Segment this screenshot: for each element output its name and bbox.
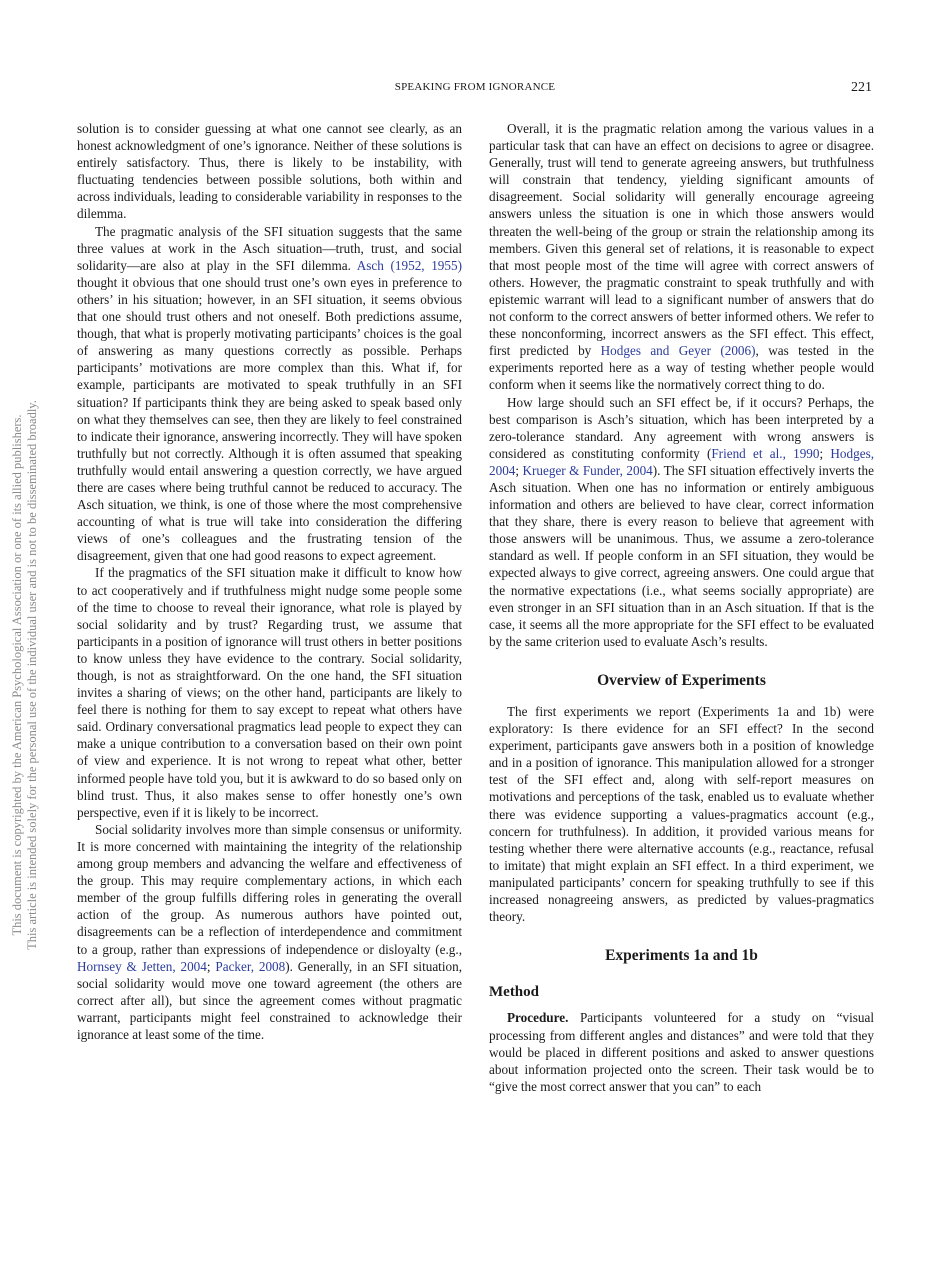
citation-link[interactable]: Hornsey & Jetten, 2004 bbox=[77, 958, 207, 974]
paragraph bbox=[77, 223, 462, 565]
right-column bbox=[489, 120, 874, 1095]
paragraph bbox=[489, 1009, 874, 1094]
paragraph bbox=[77, 821, 462, 1043]
section-heading: Overview of Experiments bbox=[597, 671, 766, 689]
citation-link[interactable]: Asch (1952, 1955) bbox=[356, 257, 462, 273]
run-in-heading: Procedure. bbox=[507, 1010, 569, 1026]
citation-link[interactable]: Hodges and Geyer (2006) bbox=[600, 343, 756, 359]
paragraph-text: ). Generally, in an SFI situation, social solidarity would move one toward agreement (the others are correct after all), but since the agreement comes without pragmatic warrant, participants might feel constrained to acknowledge their ignorance at least some of the time. bbox=[77, 958, 462, 1042]
citation-link[interactable]: Krueger & Funder, 2004 bbox=[522, 462, 653, 478]
citation-separator: ; bbox=[515, 462, 523, 478]
page-number: 221 bbox=[851, 80, 872, 95]
copyright-line-2: This article is intended solely for the personal use of the individual user and is not to be disseminated broadly. bbox=[25, 400, 39, 950]
section-heading: Experiments 1a and 1b bbox=[605, 947, 758, 965]
copyright-line-1: This document is copyrighted by the American Psychological Association or one of its allied publishers. bbox=[10, 414, 24, 936]
citation-separator: ; bbox=[819, 445, 831, 461]
left-column bbox=[77, 120, 462, 1043]
citation-link[interactable]: Hodges, 2004 bbox=[489, 445, 874, 478]
paragraph: The first experiments we report (Experiments 1a and 1b) were exploratory: Is there evidence for an SFI effect? In the second experiment, participants gave answers both in a position of knowledge and in a position of ignorance. This manipulation allowed for a stronger test of the SFI effect and, along with self-report measures on motivations and perceptions of the task, enabled us to evaluate whether there was evidence supporting a values-pragmatics account (e.g., concern for truthfulness). In addition, it provided various means for testing whether there were alternative accounts (e.g., reactance, refusal to imitate) that might explain an SFI effect. In a third experiment, we manipulated participants’ concern for speaking truthfully to see if this increased nonagreeing answers, as predicted by values-pragmatics theory. bbox=[489, 704, 874, 925]
paragraph-text: ). The SFI situation effectively inverts the Asch situation. When one has no information or entirely ambiguous information and others are believed to have clear, correct information that they share, there is every reason to believe that agreement with those answers will be unanimous. Thus, we assume a zero-tolerance standard as well. If people conform in an SFI situation, they would be expected always to give correct, agreeing answers. One could argue that the normative expectations (i.e., what seems socially appropriate) are even stronger in an SFI situation than in an Asch situation. If that is the case, it seems all the more appropriate for the SFI effect to be evaluated by the same criterion used to evaluate Asch’s results. bbox=[489, 462, 874, 649]
paragraph: solution is to consider guessing at what one cannot see clearly, as an honest acknowledgment of one’s ignorance. Neither of these solutions is entirely satisfactory. Thus, there is likely to be instability, with fluctuating tendencies between possible solutions, both within and across individuals, leading to considerable variability in responses to the dilemma. bbox=[77, 121, 462, 222]
citation-separator: ; bbox=[206, 958, 216, 974]
paragraph bbox=[489, 120, 874, 394]
paragraph-text: How large should such an SFI effect be, if it occurs? Perhaps, the best comparison is Asch’s situation, which has been interpreted by a zero-tolerance standard. Any agreement with wrong answers is considered as constituting conformity ( bbox=[489, 394, 874, 461]
paragraph-text: Social solidarity involves more than simple consensus or uniformity. It is more concerned with maintaining the integrity of the relationship among group members and advancing the welfare and effectiveness of the group. This may require complementary actions, in which each member of the group fulfills differing roles in generating the overall action of the group. As numerous authors have pointed out, disagreements can be a reflection of interdependence and commitment to a group, rather than expressions of independence or disloyalty (e.g., bbox=[77, 821, 462, 957]
paragraph-text: The pragmatic analysis of the SFI situation suggests that the same three values at work in the Asch situation—truth, trust, and social solidarity—are also at play in the SFI dilemma. bbox=[77, 223, 462, 273]
citation-link[interactable]: Packer, 2008 bbox=[215, 958, 286, 974]
paragraph-text: Participants volunteered for a study on “visual processing from different angles and distances” and were told that they would be placed in different positions and asked to answer questions about information projected onto the screen. Their task would be to “give the most correct answer that you can” to each bbox=[489, 1010, 874, 1094]
paragraph bbox=[489, 394, 874, 650]
paragraph-text: Overall, it is the pragmatic relation among the various values in a particular task that can have an effect on decisions to agree or disagree. Generally, trust will tend to generate agreeing answers, but truthfulness will constrain that tendency, yielding significant amounts of disagreement. Social solidarity will generally encourage agreeing answers unless the situation is one in which those answers would threaten the well-being of the group or strain the relationship among its members. Given this general set of relations, it is reasonable to expect that most people most of the time will agree with correct answers of others. However, the pragmatic constraint to speak truthfully and with epistemic warrant will lead to a significant number of answers that do not conform to the correct answers of better informed others. We refer to these nonconforming, incorrect answers as the SFI effect. This effect, first predicted by bbox=[489, 121, 874, 359]
running-head: SPEAKING FROM IGNORANCE bbox=[394, 81, 556, 93]
paragraph-text: thought it obvious that one should trust one’s own eyes in preference to others’ in his situation; however, in an SFI situation, it seems obvious that one should trust others and not oneself. Both predictions assume, though, that what is properly motivating participants’ choices is the goal of answering as many questions correctly as possible. Perhaps participants’ motivations are more complex than this. What if, for example, participants are motivated to speak truthfully in an SFI situation? If participants think they are being asked to speak based only on what they themselves can see, then they are likely to feel constrained to indicate their ignorance, answering incorrectly. They will have spoken truthfully but not correctly. Although it is often assumed that speaking truthfully would entail answering a question correctly, we have argued there are cases where being truthful cannot be reduced to accuracy. The Asch situation, we think, is one of those where the most comprehensive accounting of what is true will take into consideration the differing views of one’s colleagues and the frustrating tension of the disagreement, given that one had good reasons to expect agreement. bbox=[77, 274, 462, 564]
paragraph-text: , was tested in the experiments reported here as a way of testing whether people would conform when it seems like the normatively correct thing to do. bbox=[489, 343, 874, 393]
copyright-notice bbox=[8, 115, 38, 1235]
paragraph: If the pragmatics of the SFI situation make it difficult to know how to act cooperatively and if truthfulness might nudge some people some of the time to choose to reveal their ignorance, what role is played by social solidarity and by trust? Regarding trust, we assume that participants in a position of ignorance will trust others in better positions to know unless they have evidence to the contrary. Social solidarity, though, is not as straightforward. On the one hand, the SFI situation invites a sharing of views; on the other hand, participants are likely to feel there is nothing for them to say except to repeat what others have said. Ordinary conversational pragmatics lead people to expect they can make a unique contribution to a conversation based on their own point of view and experience. It is not wrong to repeat what other, better informed people have told you, but it is awkward to do so based only on blind trust. Thus, it also makes sense to offer honestly one’s own perspective, even if it is likely to be incorrect. bbox=[77, 565, 462, 820]
citation-link[interactable]: Friend et al., 1990 bbox=[711, 445, 820, 461]
subsection-heading: Method bbox=[489, 984, 539, 1001]
